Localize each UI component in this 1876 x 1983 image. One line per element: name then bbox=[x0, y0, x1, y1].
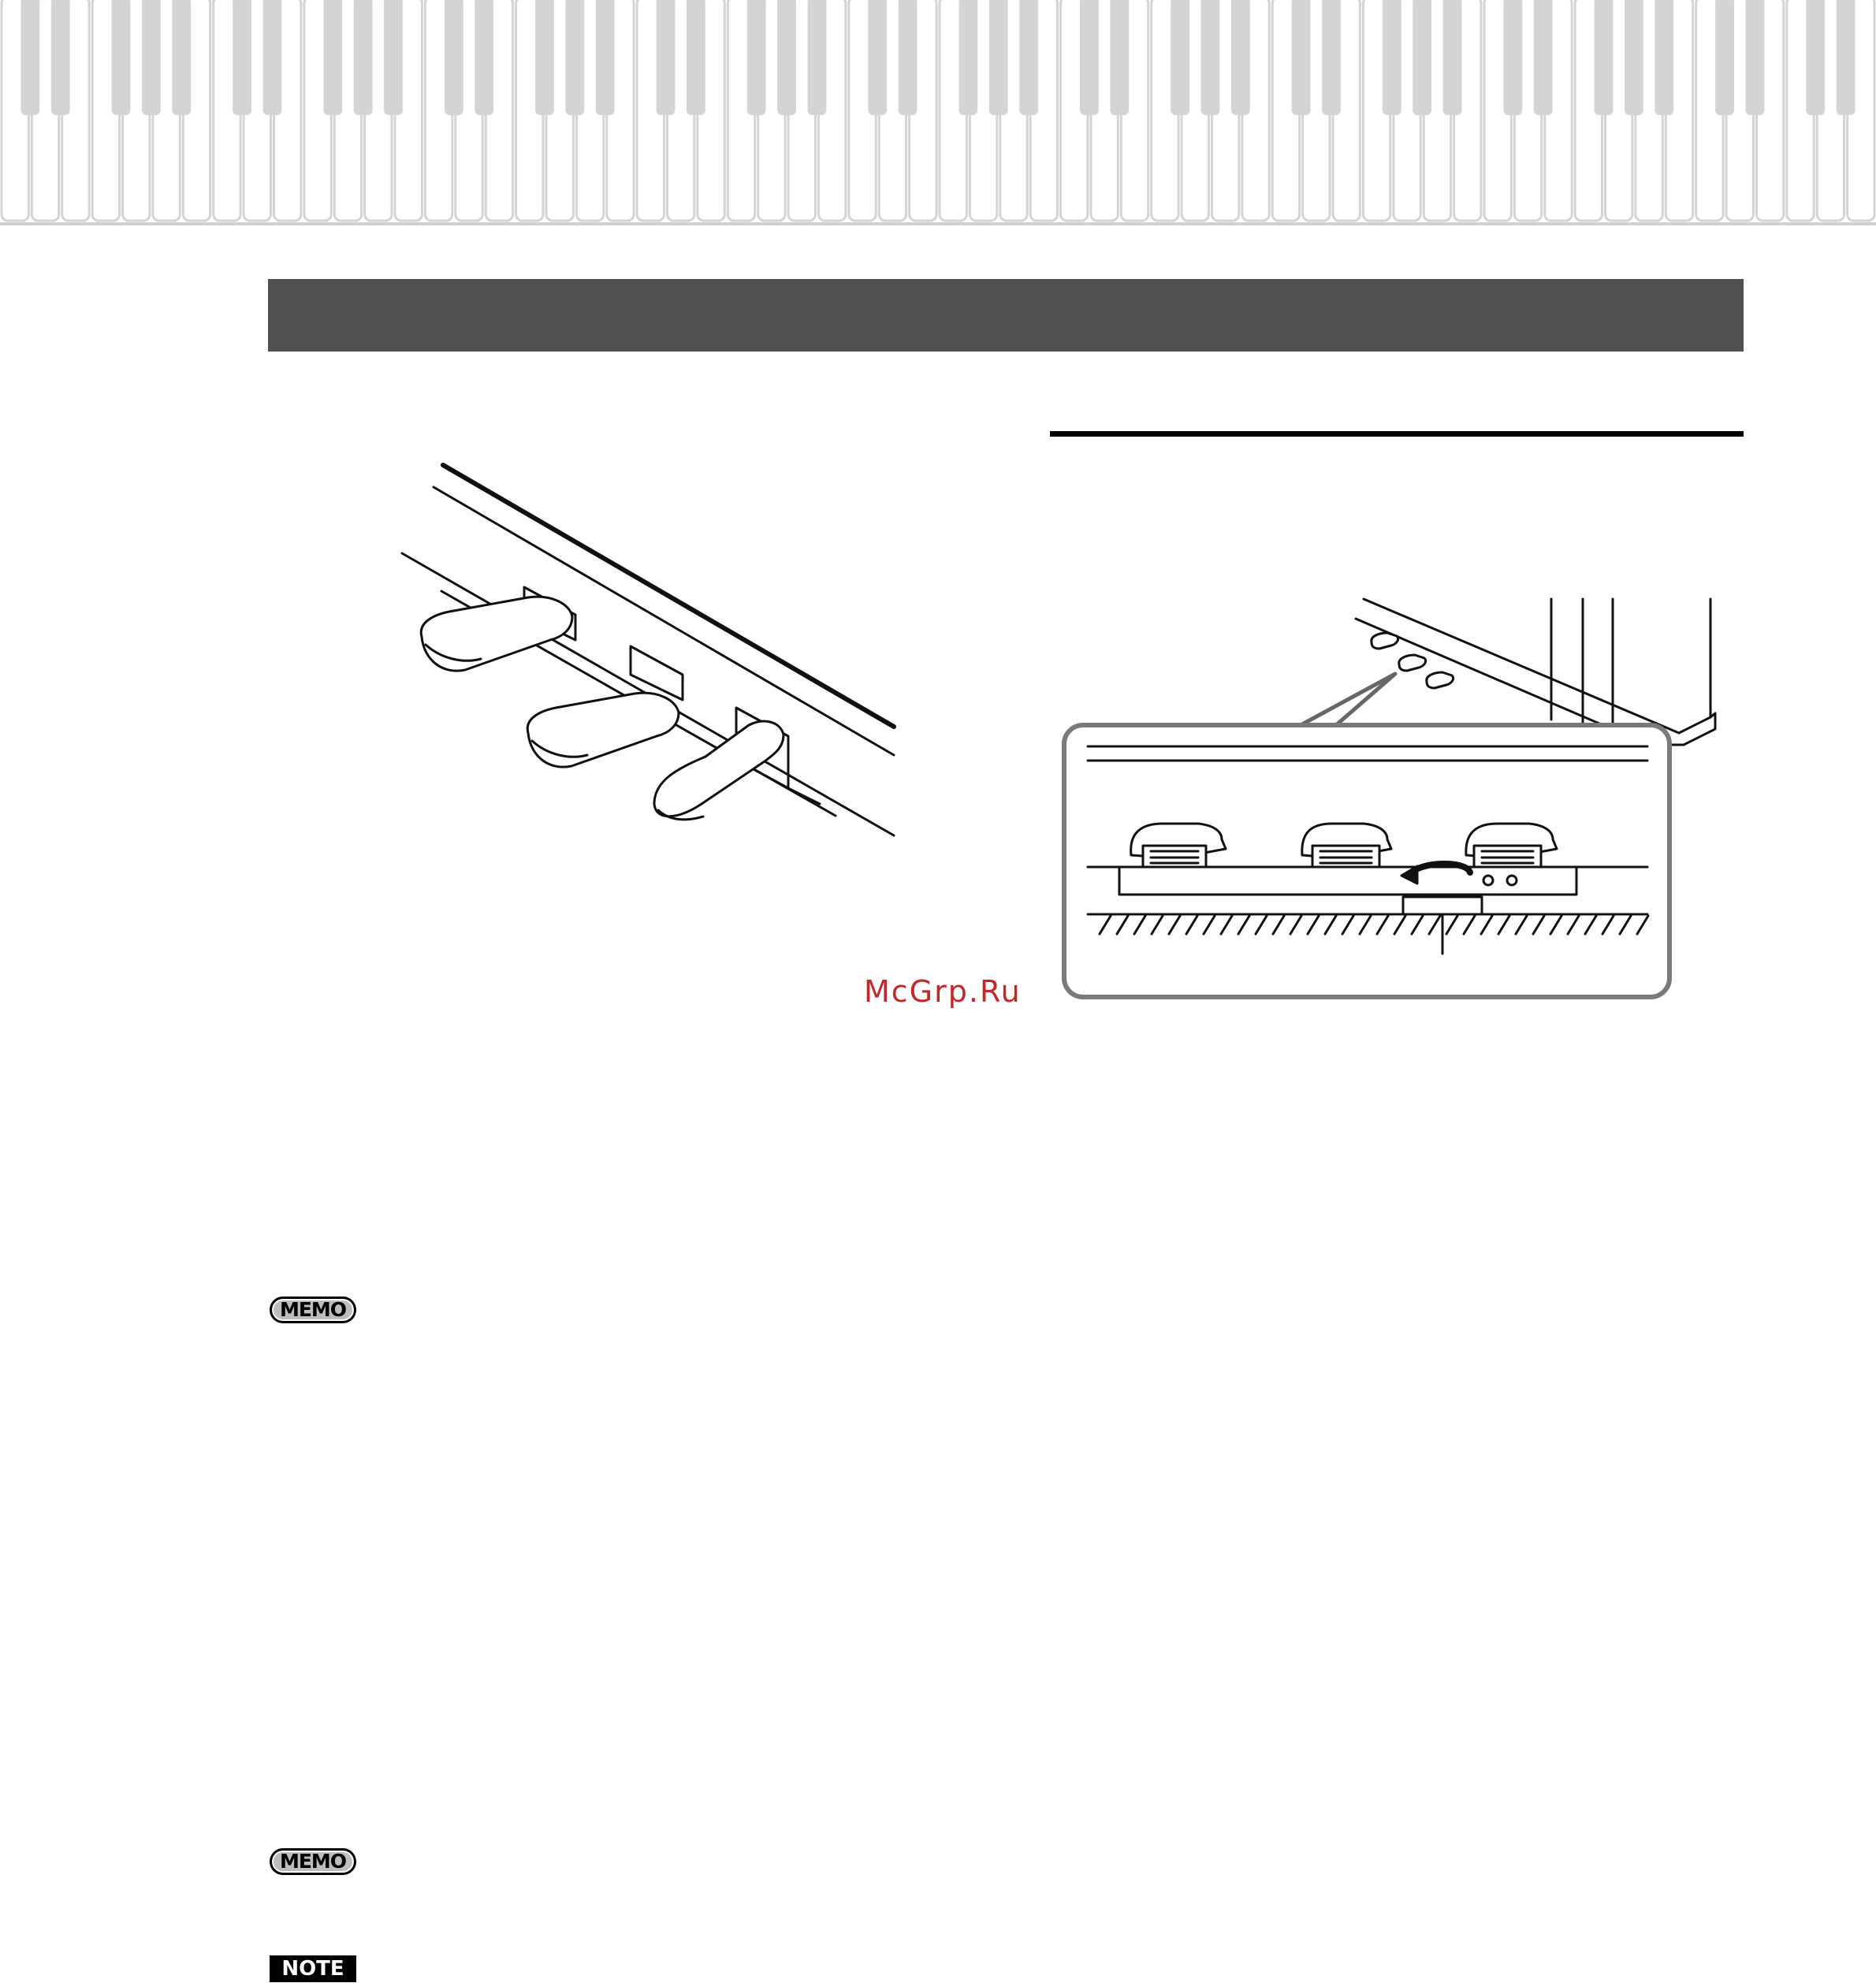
black-key bbox=[1534, 0, 1553, 115]
black-key bbox=[1201, 0, 1220, 115]
black-key bbox=[899, 0, 918, 115]
black-key bbox=[1837, 0, 1856, 115]
black-key bbox=[777, 0, 796, 115]
black-key bbox=[808, 0, 827, 115]
black-key bbox=[747, 0, 766, 115]
pedal-middle bbox=[527, 646, 683, 767]
keyboard-header-graphic bbox=[0, 0, 1876, 236]
black-key bbox=[565, 0, 584, 115]
note-badge: NOTE bbox=[270, 1955, 356, 1982]
black-key bbox=[1715, 0, 1734, 115]
black-key bbox=[958, 0, 977, 115]
black-key bbox=[596, 0, 615, 115]
black-key bbox=[142, 0, 161, 115]
adjuster-illustration bbox=[1056, 595, 1734, 1005]
adjuster-pedal-middle bbox=[1302, 824, 1391, 867]
black-key bbox=[657, 0, 676, 115]
black-key bbox=[1413, 0, 1431, 115]
black-key bbox=[868, 0, 887, 115]
black-key bbox=[1383, 0, 1401, 115]
black-key bbox=[1806, 0, 1825, 115]
black-key bbox=[1322, 0, 1341, 115]
black-key bbox=[354, 0, 373, 115]
black-key bbox=[1503, 0, 1522, 115]
black-key bbox=[1595, 0, 1614, 115]
black-key bbox=[1110, 0, 1129, 115]
black-key bbox=[112, 0, 131, 115]
black-key bbox=[172, 0, 191, 115]
right-column-heading-rule bbox=[1050, 431, 1744, 437]
black-key bbox=[989, 0, 1008, 115]
pedal-right bbox=[654, 708, 820, 820]
black-key bbox=[1292, 0, 1311, 115]
black-key bbox=[1655, 0, 1673, 115]
black-key bbox=[475, 0, 493, 115]
white-keys bbox=[2, 0, 1874, 221]
black-key bbox=[1231, 0, 1250, 115]
black-key bbox=[1746, 0, 1765, 115]
black-key bbox=[1625, 0, 1643, 115]
black-key bbox=[20, 0, 39, 115]
black-key bbox=[384, 0, 403, 115]
black-key bbox=[1443, 0, 1462, 115]
black-key bbox=[687, 0, 705, 115]
section-header-bar bbox=[268, 279, 1744, 352]
black-key bbox=[445, 0, 463, 115]
pedal-left bbox=[421, 587, 575, 671]
black-key bbox=[535, 0, 554, 115]
black-key bbox=[263, 0, 282, 115]
black-key bbox=[51, 0, 70, 115]
black-key bbox=[323, 0, 342, 115]
black-key bbox=[233, 0, 251, 115]
black-key bbox=[1019, 0, 1038, 115]
black-key bbox=[1171, 0, 1189, 115]
watermark-text: McGrp.Ru bbox=[864, 974, 1022, 1009]
memo-badge: MEMO bbox=[270, 1848, 356, 1875]
memo-badge: MEMO bbox=[270, 1297, 356, 1323]
pedal-illustration bbox=[394, 457, 914, 859]
black-key bbox=[1080, 0, 1099, 115]
